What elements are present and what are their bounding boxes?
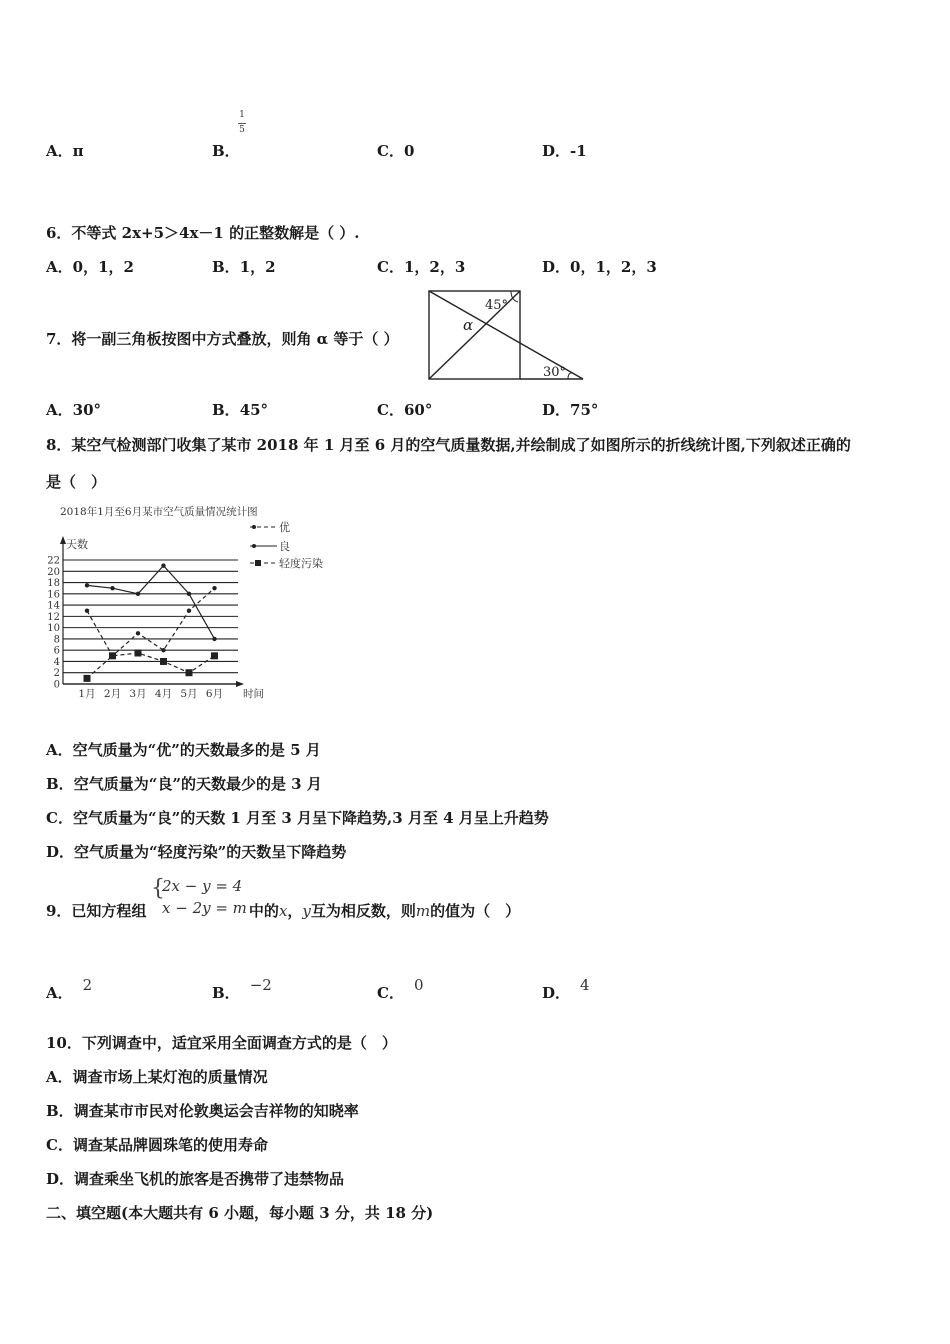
chart-title: 2018年1月至6月某市空气质量情况统计图 bbox=[60, 506, 258, 518]
series-liang-point bbox=[212, 637, 216, 641]
legend-label: 轻度污染 bbox=[279, 557, 323, 570]
q7-option-c: C．60° bbox=[377, 401, 433, 419]
q5-option-a: A．π bbox=[46, 142, 84, 160]
q9-option-a: A． 2 bbox=[46, 976, 93, 1002]
q5-b-fraction-bar bbox=[238, 123, 246, 124]
y-tick-label: 22 bbox=[47, 555, 60, 567]
q6-option-a: A．0，1，2 bbox=[46, 258, 134, 276]
y-tick-label: 8 bbox=[53, 634, 60, 646]
q8-question-line2: 是（ ） bbox=[46, 473, 107, 491]
q6-option-c: C．1，2，3 bbox=[377, 258, 466, 276]
q10-option-c: C．调查某品牌圆珠笔的使用寿命 bbox=[46, 1136, 268, 1154]
y-tick-label: 20 bbox=[47, 566, 60, 578]
q9-option-c: C． 0 bbox=[377, 976, 424, 1002]
legend-label: 良 bbox=[279, 540, 290, 553]
series-pollution-point bbox=[84, 675, 91, 682]
q8-option-d: D．空气质量为“轻度污染”的天数呈下降趋势 bbox=[46, 843, 347, 861]
y-tick-label: 2 bbox=[53, 668, 60, 680]
q6-option-d: D．0，1，2，3 bbox=[542, 258, 657, 276]
q8-option-a: A．空气质量为“优”的天数最多的是 5 月 bbox=[46, 741, 321, 759]
series-you-point bbox=[187, 609, 191, 613]
q9-eq2: x − 2y = m bbox=[162, 899, 247, 917]
legend-marker-2 bbox=[255, 560, 261, 566]
label-45: 45° bbox=[485, 298, 509, 313]
legend-marker-1 bbox=[252, 544, 256, 548]
x-tick-label: 6月 bbox=[205, 688, 224, 700]
series-pollution-line bbox=[87, 653, 215, 678]
q7-option-d: D．75° bbox=[542, 401, 599, 419]
y-tick-label: 12 bbox=[47, 611, 60, 623]
x-tick-label: 4月 bbox=[154, 688, 173, 700]
series-you-point bbox=[136, 631, 140, 635]
series-pollution-point bbox=[186, 669, 193, 676]
x-tick-label: 2月 bbox=[103, 688, 122, 700]
series-liang-point bbox=[110, 586, 114, 590]
series-pollution-point bbox=[109, 652, 116, 659]
q5-b-fraction-numerator: 1 bbox=[239, 110, 245, 120]
q8-option-b: B．空气质量为“良”的天数最少的是 3 月 bbox=[46, 775, 322, 793]
q7-question: 7．将一副三角板按图中方式叠放，则角 α 等于（ ） bbox=[46, 330, 399, 348]
y-tick-label: 16 bbox=[47, 589, 60, 601]
series-liang-point bbox=[161, 563, 165, 567]
y-tick-label: 4 bbox=[53, 656, 60, 668]
q9-option-b: B． −2 bbox=[212, 976, 272, 1002]
y-tick-label: 10 bbox=[47, 623, 60, 635]
y-tick-label: 0 bbox=[53, 679, 60, 691]
angle30-arc bbox=[568, 373, 573, 379]
y-tick-label: 6 bbox=[53, 645, 60, 657]
chart-plot-area bbox=[47, 536, 244, 700]
q9-eq1: 2x − y = 4 bbox=[162, 877, 243, 895]
q6-question: 6．不等式 2x+5＞4x－1 的正整数解是（ ）. bbox=[46, 224, 360, 242]
q10-option-b: B．调查某市市民对伦敦奥运会吉祥物的知晓率 bbox=[46, 1102, 359, 1120]
chart-ylabel: 天数 bbox=[66, 538, 88, 551]
series-liang-point bbox=[136, 592, 140, 596]
q10-option-a: A．调查市场上某灯泡的质量情况 bbox=[46, 1068, 268, 1086]
q8-option-c: C．空气质量为“良”的天数 1 月至 3 月呈下降趋势,3 月至 4 月呈上升趋势 bbox=[46, 809, 549, 827]
series-you-line bbox=[87, 588, 215, 656]
q7-triangle-figure bbox=[425, 288, 590, 384]
q5-option-c: C．0 bbox=[377, 142, 415, 160]
q7-option-b: B．45° bbox=[212, 401, 269, 419]
x-tick-label: 3月 bbox=[129, 688, 147, 700]
x-axis-arrow bbox=[236, 681, 244, 687]
series-pollution-point bbox=[211, 652, 218, 659]
q10-option-d: D．调查乘坐飞机的旅客是否携带了违禁物品 bbox=[46, 1170, 345, 1188]
x-tick-label: 1月 bbox=[78, 688, 96, 700]
series-liang-point bbox=[187, 592, 191, 596]
series-liang-point bbox=[85, 583, 89, 587]
chart-xlabel: 时间 bbox=[243, 688, 264, 700]
series-you-point bbox=[212, 586, 216, 590]
label-30: 30° bbox=[543, 365, 567, 380]
legend-marker-0 bbox=[252, 525, 256, 529]
label-alpha: α bbox=[463, 316, 474, 334]
q5-option-d: D．-1 bbox=[542, 142, 587, 160]
q6-option-b: B．1，2 bbox=[212, 258, 276, 276]
series-pollution-point bbox=[135, 650, 142, 657]
q9-option-d: D． 4 bbox=[542, 976, 590, 1002]
q9-question: 9．已知方程组 中的x，y互为相反数，则m的值为（ ） bbox=[46, 902, 521, 920]
q8-line-chart bbox=[40, 500, 340, 705]
legend-label: 优 bbox=[279, 521, 290, 534]
q10-question: 10．下列调查中，适宜采用全面调查方式的是（ ） bbox=[46, 1034, 397, 1052]
q5-b-fraction-denominator: 5 bbox=[239, 125, 245, 135]
q9-brace: { bbox=[151, 876, 165, 901]
chart-legend bbox=[250, 520, 323, 570]
series-pollution-point bbox=[160, 658, 167, 665]
series-you-point bbox=[85, 609, 89, 613]
section2-title: 二、填空题(本大题共有 6 小题，每小题 3 分，共 18 分) bbox=[46, 1204, 434, 1222]
q8-question-line1: 8．某空气检测部门收集了某市 2018 年 1 月至 6 月的空气质量数据,并绘制成了如图所示的折线统计图,下列叙述正确的 bbox=[46, 436, 851, 454]
x-tick-label: 5月 bbox=[180, 688, 198, 700]
y-tick-label: 14 bbox=[47, 600, 60, 612]
q7-option-a: A．30° bbox=[46, 401, 102, 419]
q5-option-b: B． bbox=[212, 142, 240, 160]
y-tick-label: 18 bbox=[47, 578, 60, 590]
series-you-point bbox=[161, 648, 165, 652]
